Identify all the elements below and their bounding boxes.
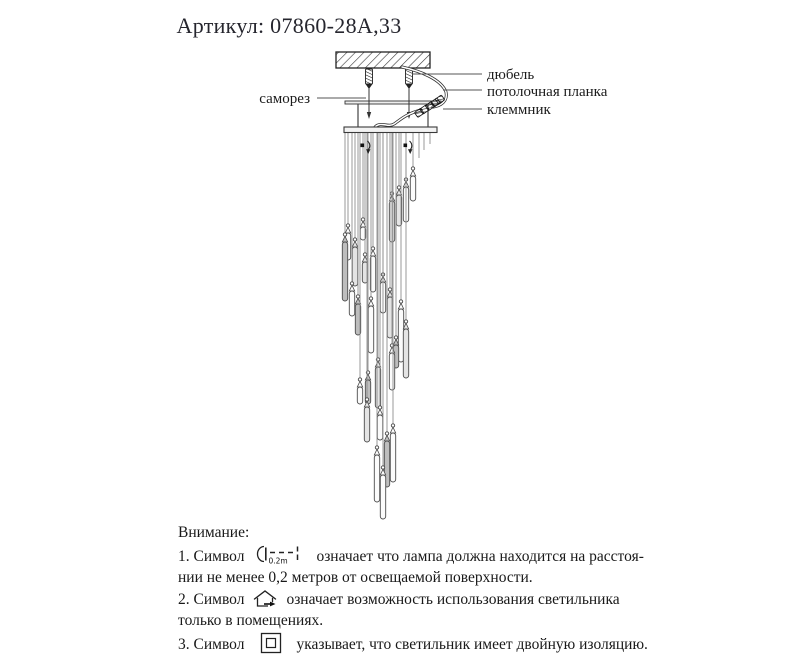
canopy-screw-left-icon	[361, 141, 371, 154]
notice-block	[178, 522, 648, 655]
double-insulation-icon	[260, 632, 282, 654]
notice-heading: Внимание:	[178, 524, 250, 541]
notice-item-1-text: означает что лампа должна находится на расстоя-	[316, 547, 644, 565]
pendant-drop	[342, 130, 347, 301]
label-samorez: саморез	[259, 91, 310, 107]
callouts	[259, 67, 607, 118]
notice-item-3-text: указывает, что светильник имеет двойную изоляцию.	[296, 635, 648, 653]
canopy-plate	[344, 127, 437, 133]
notice-item-2-continuation: только в помещениях.	[178, 612, 324, 629]
lamp-distance-icon	[256, 544, 306, 566]
notice-item-1-continuation: нии не менее 0,2 метров от освещаемой поверхности.	[178, 569, 533, 586]
lamp-distance-value: 0.2m	[268, 556, 289, 565]
pendant-cascade	[342, 130, 430, 519]
page-title: Артикул: 07860-28А,33	[176, 13, 402, 38]
ceiling-slab	[336, 52, 430, 68]
notice-item-1-prefix: 1. Символ	[178, 547, 245, 565]
notice-item-2-text: означает возможность использования светильника	[286, 590, 620, 608]
pendant-drop	[374, 130, 379, 502]
pendant-drop	[352, 130, 357, 286]
pendant-drop	[349, 130, 354, 316]
label-dyubel: дюбель	[487, 67, 535, 83]
dowel-left-icon	[366, 69, 373, 89]
label-klemmnik: клеммник	[487, 102, 551, 118]
pendant-drop	[410, 130, 415, 201]
notice-item-2	[178, 589, 648, 611]
label-planka: потолочная планка	[487, 84, 608, 100]
pendant-drop	[403, 130, 408, 378]
indoor-use-house-icon	[252, 589, 278, 609]
canopy-screw-right-icon	[404, 141, 413, 154]
notice-item-2-prefix: 2. Символ	[178, 590, 245, 608]
dowel-right-icon	[406, 69, 413, 89]
notice-item-1	[178, 544, 648, 568]
notice-item-3-prefix: 3. Символ	[178, 635, 245, 653]
notice-item-3	[178, 632, 648, 656]
